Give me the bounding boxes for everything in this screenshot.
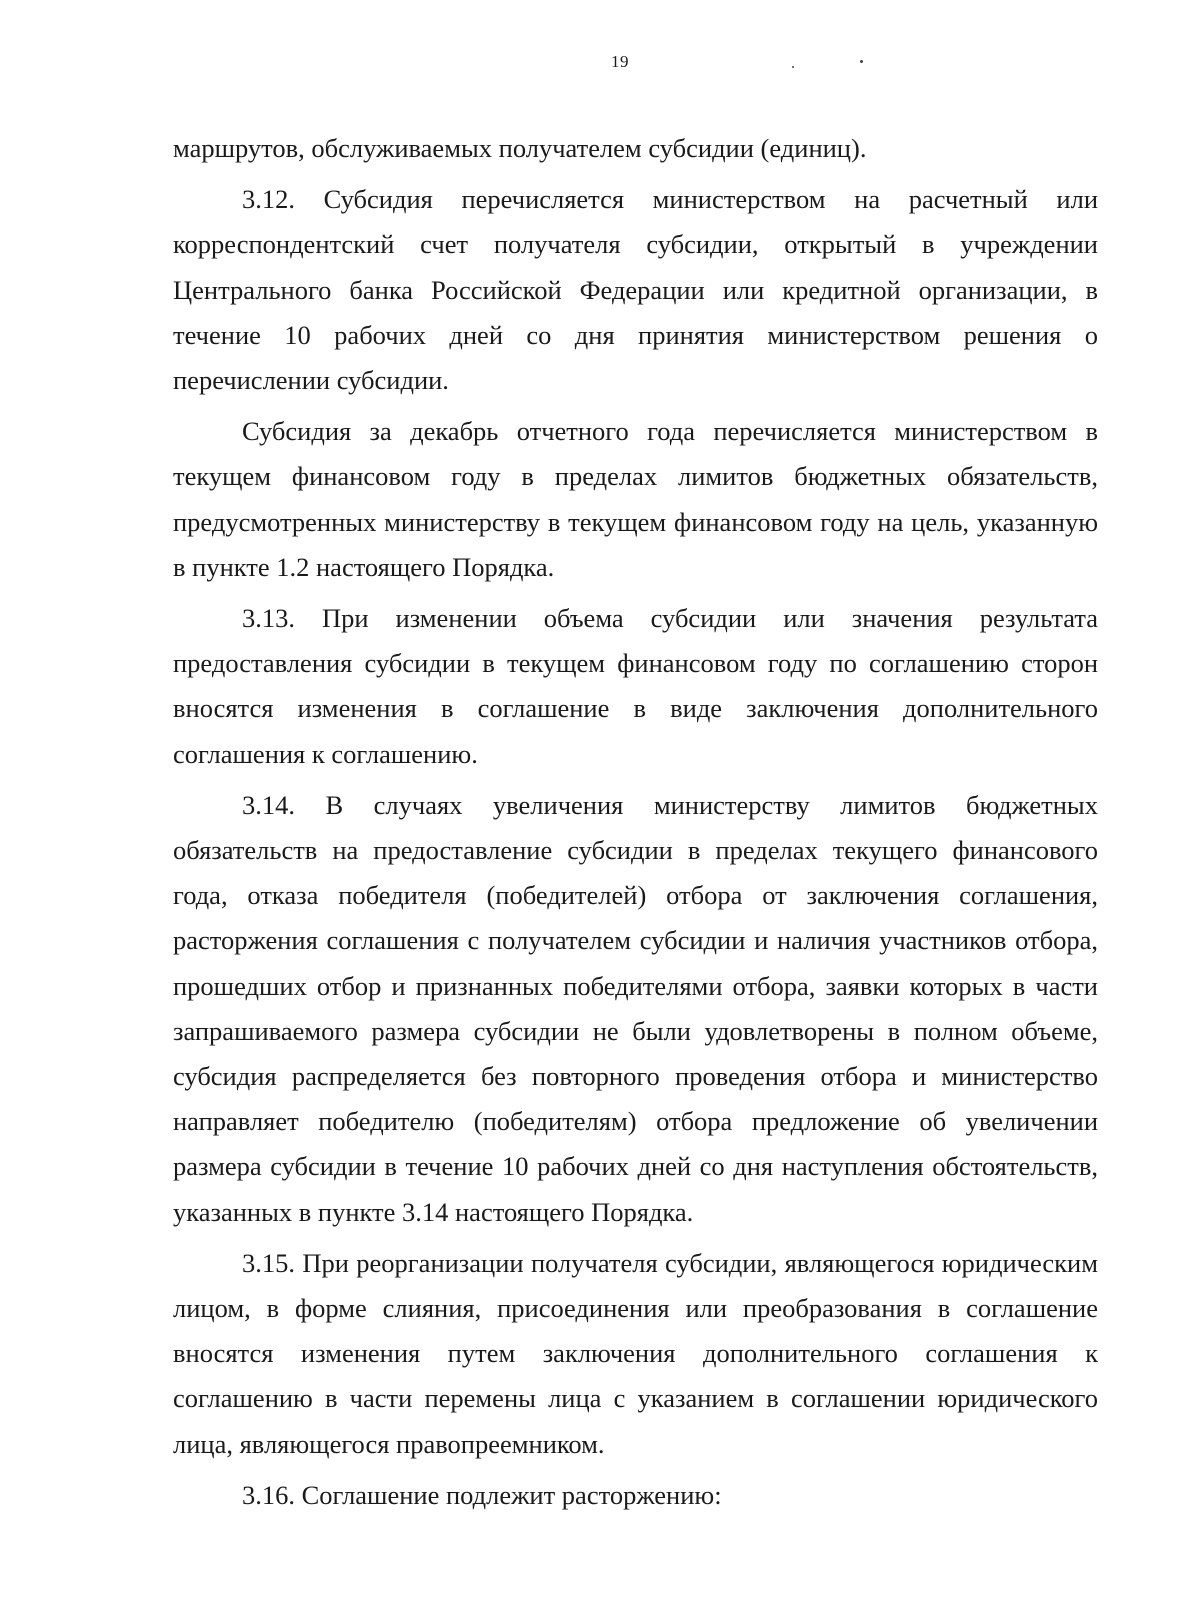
paragraph-3-13: 3.13. При изменении объема субсидии или значения результата предоставления субсидии в текущем финансовом году по соглашению сторон вносятся изменения в соглашение в виде заключения дополнительного соглашения к соглашению.: [173, 603, 1098, 769]
paragraph-3-16: 3.16. Соглашение подлежит расторжению:: [242, 1479, 722, 1510]
document-body: [173, 126, 1098, 1518]
paragraph-december-subsidy: Субсидия за декабрь отчетного года перечисляется министерством в текущем финансовом году в пределах лимитов бюджетных обязательств, предусмотренных министерству в текущем финансовом году на цель, указанную в пункте 1.2 настоящего Порядка.: [173, 416, 1098, 582]
paragraph-3-15: 3.15. При реорганизации получателя субсидии, являющегося юридическим лицом, в форме слияния, присоединения или преобразования в соглашение вносятся изменения путем заключения дополнительного соглашения к соглашению в части перемены лица с указанием в соглашении юридического лица, являющегося правопреемником.: [173, 1247, 1098, 1459]
scan-speck: [792, 66, 794, 68]
paragraph-3-12: 3.12. Субсидия перечисляется министерством на расчетный или корреспондентский счет получателя субсидии, открытый в учреждении Центрального банка Российской Федерации или кредитной организации, в течение 10 рабочих дней со дня принятия министерством решения о перечислении субсидии.: [173, 184, 1098, 396]
continuation-line: маршрутов, обслуживаемых получателем субсидии (единиц).: [173, 133, 867, 163]
scan-speck: [860, 60, 863, 63]
paragraph-3-14: 3.14. В случаях увеличения министерству лимитов бюджетных обязательств на предоставление субсидии в пределах текущего финансового года, отказа победителя (победителей) отбора от заключения соглашения, расторжения соглашения с получателем субсидии и наличия участников отбора, прошедших отбор и признанных победителями отбора, заявки которых в части запрашиваемого размера субсидии не были удовлетворены в полном объеме, субсидия распределяется без повторного проведения отбора и министерство направляет победителю (победителям) отбора предложение об увеличении размера субсидии в течение 10 рабочих дней со дня наступления обстоятельств, указанных в пункте 3.14 настоящего Порядка.: [173, 789, 1098, 1227]
page-number: 19: [611, 52, 629, 71]
